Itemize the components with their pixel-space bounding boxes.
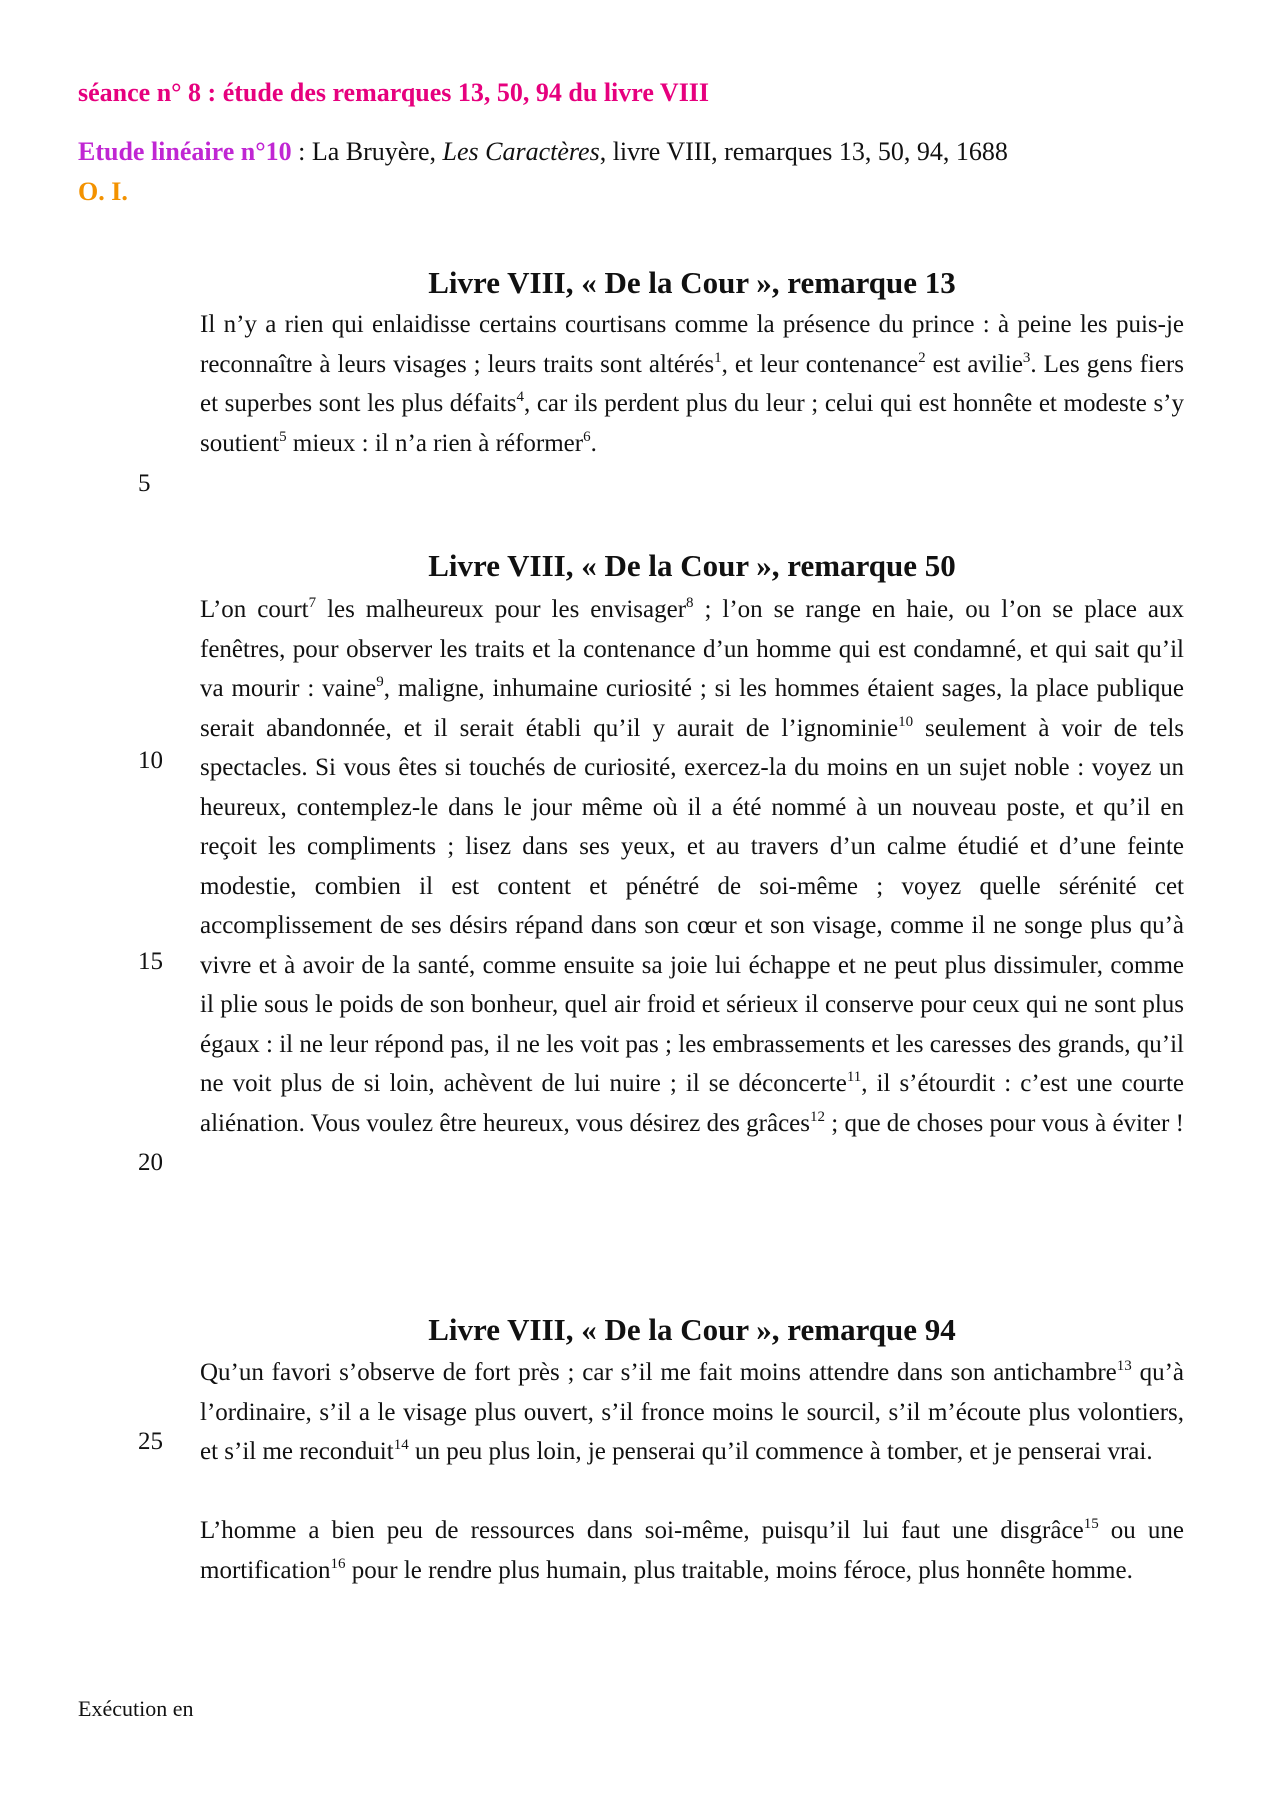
oi-label: O. I. bbox=[78, 177, 128, 206]
footnote-ref: 9 bbox=[376, 674, 384, 690]
seance-heading: séance n° 8 : étude des remarques 13, 50, 94 du livre VIII bbox=[78, 78, 710, 107]
footnote-ref: 3 bbox=[1022, 349, 1031, 366]
section-title-50: Livre VIII, « De la Cour », remarque 50 bbox=[428, 548, 956, 583]
footnote-ref: 8 bbox=[686, 595, 694, 611]
footnote-ref: 16 bbox=[330, 1555, 346, 1572]
footnote-ref: 14 bbox=[393, 1437, 409, 1453]
line-number: 15 bbox=[138, 948, 163, 975]
line-number: 5 bbox=[138, 470, 151, 497]
remark-13-text: Il n’y a rien qui enlaidisse certains courtisans comme la présence du prince : à peine les puis-je reconnaître à leurs visages ; leurs traits sont altérés$^1$, et leur contenance$^2$ est avilie$^3$. Les gens fiers et superbes sont les plus défaits$^4$, car ils perdent plus du leur ; celui qui est honnête et modeste s’y soutient$^5$ mieux : il n’a rien à réformer$^6$. bbox=[200, 311, 1185, 457]
section-title-94: Livre VIII, « De la Cour », remarque 94 bbox=[428, 1312, 956, 1347]
line-number: 20 bbox=[138, 1149, 163, 1176]
footnote-ref: 10 bbox=[898, 713, 914, 730]
line-number: 25 bbox=[138, 1428, 163, 1455]
section-title-13: Livre VIII, « De la Cour », remarque 13 bbox=[428, 265, 956, 300]
etude-label: Etude linéaire n°10 bbox=[78, 137, 292, 166]
footnote-ref: 4 bbox=[516, 389, 524, 405]
footnote-ref: 7 bbox=[308, 595, 317, 611]
etude-post: , livre VIII, remarques 13, 50, 94, 1688 bbox=[599, 137, 1008, 166]
footnote-ref: 13 bbox=[1116, 1358, 1132, 1374]
footnote-ref: 15 bbox=[1083, 1516, 1099, 1532]
footnote-ref: 1 bbox=[714, 349, 722, 366]
footnote-ref: 2 bbox=[918, 349, 926, 366]
footnote-ref: 12 bbox=[810, 1108, 825, 1125]
footnote-ref: 11 bbox=[846, 1069, 862, 1085]
footer-text: Exécution en bbox=[78, 1696, 194, 1721]
etude-line bbox=[78, 137, 1008, 167]
remark-94-text-2: L’homme a bien peu de ressources dans soi-même, puisqu’il lui faut une disgrâce$^{15}$ ou une mortification$^{16}$ pour le rendre plus humain, plus traitable, moins féroce, plus honnête homme. bbox=[200, 1516, 1184, 1584]
etude-pre: : La Bruyère, bbox=[291, 137, 443, 166]
remark-50-text: L’on court$^7$ les malheureux pour les envisager$^8$ ; l’on se range en haie, ou l’on se place aux fenêtres, pour observer les traits et la contenance d’un homme qui est condamné, et qui sait qu’il va mourir : vaine$^9$, maligne, inhumaine curiosité ; si les hommes étaient sages, la place publique serait abandonnée, et il serait établi qu’il y aurait de l’ignominie$^{10}$ seulement à voir de tels spectacles. Si vous êtes si touchés de curiosité, exercez-la du moins en un sujet noble : voyez un heureux, contemplez-le dans le jour même où il a été nommé à un nouveau poste, et qu’il en reçoit les compliments ; lisez dans ses yeux, et au travers d’un calme étudié et d’une feinte modestie, combien il est content et pénétré de soi-même ; voyez quelle sérénité cet accomplissement de ses désirs répand dans son cœur et son visage, comme il ne songe plus qu’à vivre et à avoir de la santé, comme ensuite sa joie lui échappe et ne peut plus dissimuler, comme il plie sous le poids de son bonheur, quel air froid et sérieux il conserve pour ceux qui ne sont plus égaux : il ne leur répond pas, il ne les voit pas ; les embrassements et les caresses des grands, qu’il ne voit plus de si loin, achèvent de lui nuire ; il se déconcerte$^{11}$, il s’étourdit : c’est une courte aliénation. Vous voulez être heureux, vous désirez des grâces$^{12}$ ; que de choses pour vous à éviter ! bbox=[200, 595, 1184, 1137]
etude-title: Les Caractères bbox=[442, 137, 600, 166]
remark-94-text: Qu’un favori s’observe de fort près ; car s’il me fait moins attendre dans son antichambre$^{13}$ qu’à l’ordinaire, s’il a le visage plus ouvert, s’il fronce moins le sourcil, s’il m’écoute plus volontiers, et s’il me reconduit$^{14}$ un peu plus loin, je penserai qu’il commence à tomber, et je penserai vrai. bbox=[200, 1358, 1184, 1465]
line-number: 10 bbox=[138, 747, 163, 774]
footnote-ref: 6 bbox=[583, 428, 591, 445]
footnote-ref: 5 bbox=[279, 428, 287, 445]
